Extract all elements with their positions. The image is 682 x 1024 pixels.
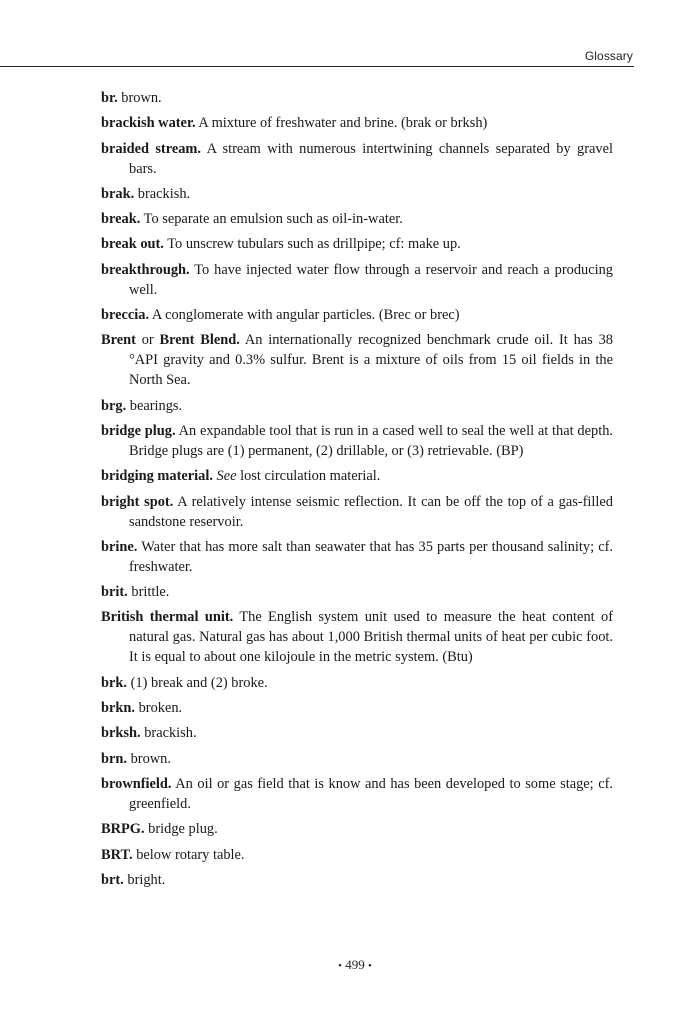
entry-definition: or [135, 332, 160, 349]
entry-term: bridging material. [101, 468, 213, 485]
entry-term: breccia. [101, 307, 150, 324]
glossary-entry [101, 139, 613, 179]
glossary-entry [101, 774, 613, 814]
glossary-entry [101, 209, 613, 229]
entry-definition: A conglomerate with angular particles. (Brec or brec) [149, 307, 460, 324]
glossary-entry [101, 492, 613, 532]
entry-term: braided stream. [101, 140, 202, 157]
entry-term: Brent Blend. [159, 332, 240, 349]
entry-definition: An oil or gas field that is know and has been developed to some stage; cf. greenfield. [129, 775, 613, 812]
folio-bullet-left: • [338, 960, 342, 972]
entry-definition: brown. [117, 90, 162, 106]
entry-definition: An internationally recognized benchmark crude oil. It has 38 °API gravity and 0.3% sulfur. Brent is a mixture of oils from 15 oil fields in the North Sea. [129, 332, 613, 389]
entry-definition: bearings. [126, 397, 183, 414]
page-footer [0, 957, 682, 973]
glossary-entry [101, 749, 613, 769]
entry-definition: brackish. [134, 185, 191, 202]
glossary-entries [101, 88, 613, 895]
entry-definition: To have injected water flow through a reservoir and reach a producing well. [129, 261, 613, 298]
entry-definition: brackish. [140, 725, 197, 742]
glossary-entry [101, 582, 613, 602]
glossary-entry [101, 113, 613, 133]
entry-term: brkn. [101, 700, 135, 717]
folio-bullet-right: • [368, 960, 372, 972]
entry-term: brt. [101, 871, 124, 888]
entry-definition: bridge plug. [144, 821, 218, 838]
entry-definition: below rotary table. [132, 846, 245, 863]
entry-definition: Water that has more salt than seawater that has 35 parts per thousand salinity; cf. freshwater. [129, 538, 613, 575]
entry-definition: A stream with numerous intertwining channels separated by gravel bars. [129, 140, 613, 177]
entry-definition: A mixture of freshwater and brine. (brak or brksh) [195, 115, 488, 132]
entry-definition: broken. [135, 700, 183, 717]
entry-definition: bright. [123, 871, 166, 888]
glossary-entry [101, 673, 613, 693]
glossary-entry [101, 819, 613, 839]
glossary-entry [101, 870, 613, 890]
entry-definition: (1) break and (2) broke. [127, 674, 268, 691]
entry-term: brine. [101, 538, 138, 555]
entry-term: breakthrough. [101, 261, 190, 278]
entry-term: brit. [101, 584, 128, 601]
entry-definition: brown. [127, 750, 171, 767]
entry-term: BRPG. [101, 821, 145, 838]
glossary-entry [101, 845, 613, 865]
glossary-entry [101, 260, 613, 300]
entry-definition: An expandable tool that is run in a cased well to seal the well at that depth. Bridge plugs are (1) permanent, (2) drillable, or (3) retrievable. (BP) [129, 422, 613, 459]
entry-term: br. [101, 90, 118, 106]
entry-definition: To separate an emulsion such as oil-in-water. [140, 211, 403, 228]
running-head: Glossary [584, 49, 633, 63]
entry-term: bridge plug. [101, 422, 176, 439]
glossary-entry [101, 607, 613, 667]
glossary-entry [101, 421, 613, 461]
entry-term: brg. [101, 397, 127, 414]
entry-definition: A relatively intense seismic reflection. It can be off the top of a gas-filled sandstone reservoir. [129, 493, 613, 530]
entry-definition: The English system unit used to measure the heat content of natural gas. Natural gas has about 1,000 British thermal units of heat per cubic foot. It is equal to about one kilojoule in the metric system. (Btu) [129, 609, 613, 666]
entry-term: brk. [101, 674, 127, 691]
entry-term: brn. [101, 750, 127, 767]
entry-cross-reference: See [216, 468, 237, 485]
entry-definition: brittle. [127, 584, 170, 601]
entry-term: bright spot. [101, 493, 174, 510]
entry-term: brackish water. [101, 115, 196, 132]
glossary-entry [101, 234, 613, 254]
entry-term: brksh. [101, 725, 141, 742]
entry-term: BRT. [101, 846, 133, 863]
entry-definition: To unscrew tubulars such as drillpipe; cf: make up. [163, 236, 461, 253]
entry-term: break. [101, 211, 141, 228]
glossary-entry [101, 88, 613, 108]
glossary-entry [101, 330, 613, 390]
glossary-entry [101, 698, 613, 718]
glossary-entry [101, 723, 613, 743]
page-number: 499 [345, 957, 365, 972]
glossary-entry [101, 466, 613, 486]
entry-term: British thermal unit. [101, 609, 234, 626]
glossary-entry [101, 184, 613, 204]
glossary-entry [101, 396, 613, 416]
entry-definition: lost circulation material. [236, 468, 381, 485]
entry-term: Brent [101, 332, 136, 349]
entry-term: break out. [101, 236, 164, 253]
glossary-entry [101, 537, 613, 577]
entry-term: brownfield. [101, 775, 172, 792]
entry-term: brak. [101, 185, 135, 202]
header-rule [0, 66, 634, 67]
glossary-entry [101, 305, 613, 325]
